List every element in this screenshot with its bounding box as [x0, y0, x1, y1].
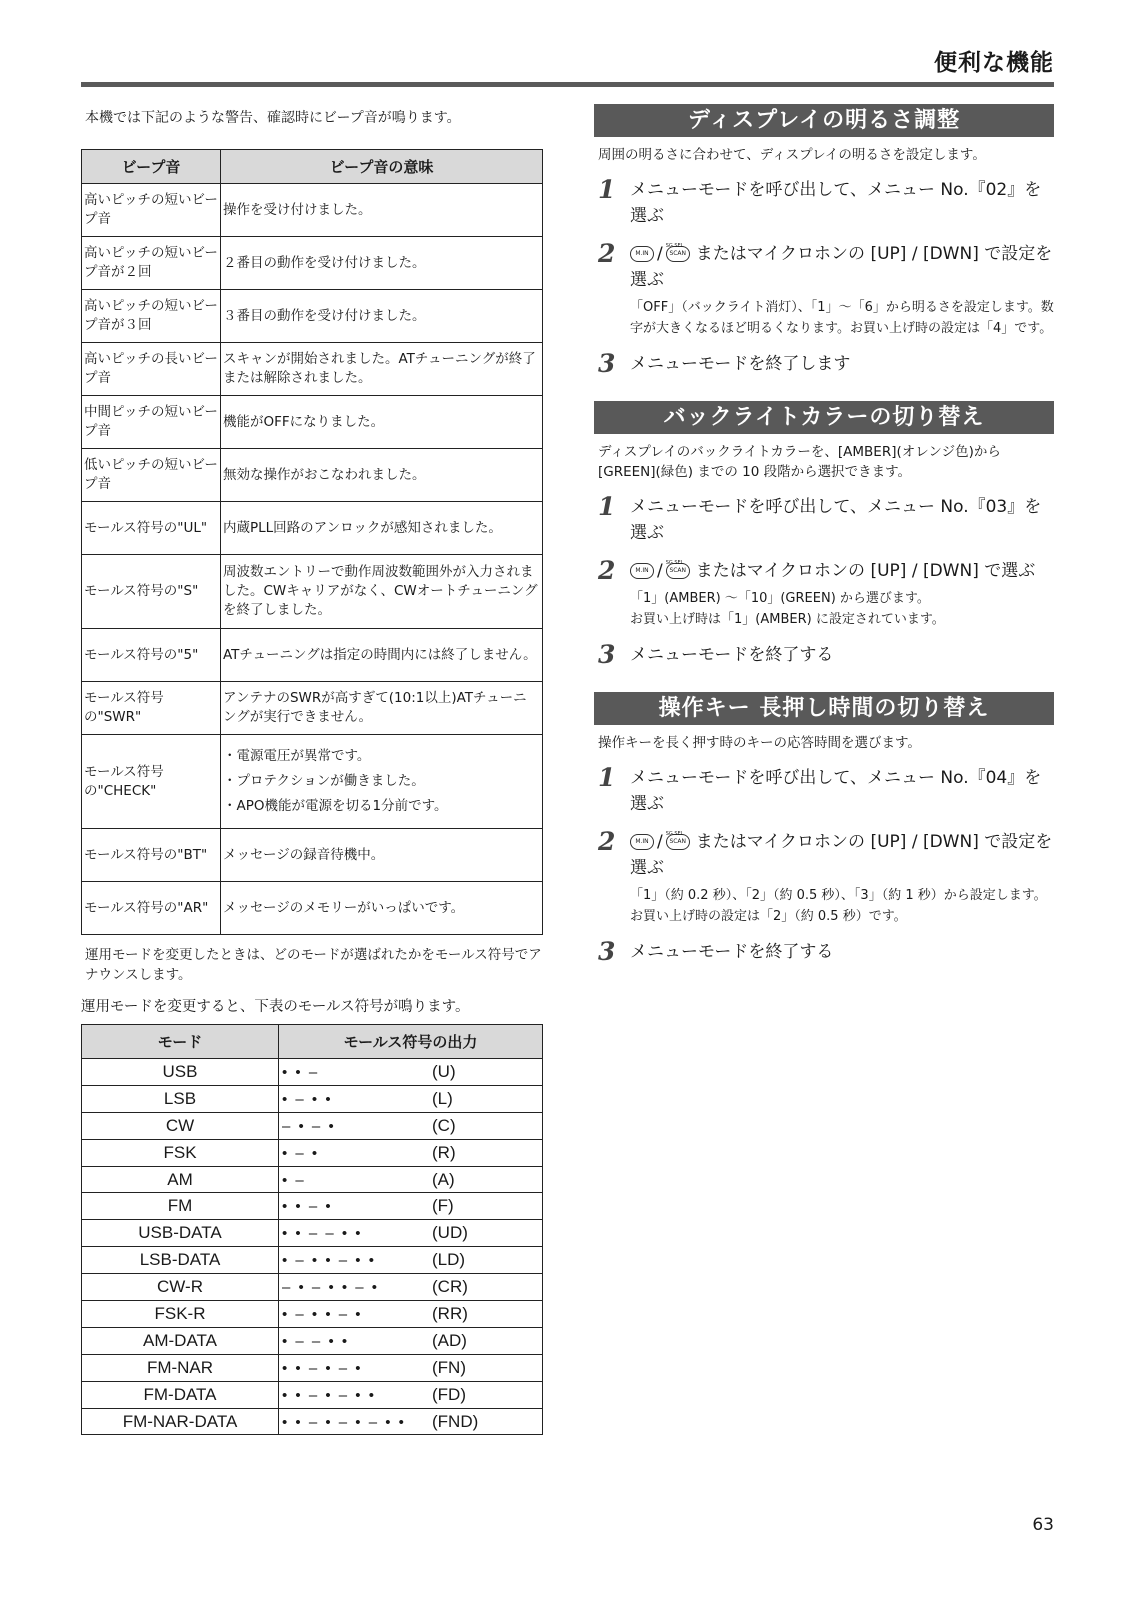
step-number: 1 [598, 492, 616, 521]
morse-letters: (CR) [432, 1277, 468, 1297]
mode-cell: USB [82, 1059, 279, 1086]
m-in-button-icon: M.IN [630, 563, 654, 579]
morse-symbols: • – • • – • [282, 1305, 363, 1323]
morse-table-header: モード [82, 1025, 279, 1059]
scan-button-group [666, 829, 692, 855]
morse-output-cell [279, 1274, 543, 1301]
morse-symbols: • – • • [282, 1090, 333, 1108]
mode-cell: FM-NAR-DATA [82, 1408, 279, 1435]
table-row [82, 184, 543, 237]
beep-meaning-cell: 内蔵PLL回路のアンロックが感知されました。 [221, 502, 543, 555]
header-rule [81, 82, 1054, 87]
morse-output-cell [279, 1247, 543, 1274]
morse-output-cell [279, 1139, 543, 1166]
beep-table [81, 149, 543, 935]
morse-letters: (FD) [432, 1384, 466, 1404]
table-row [82, 829, 543, 882]
beep-type-cell: 高いピッチの短いビープ音が３回 [82, 290, 221, 343]
morse-output-cell [279, 1220, 543, 1247]
mode-cell: FM-DATA [82, 1381, 279, 1408]
mode-cell: FM [82, 1193, 279, 1220]
morse-output-cell [279, 1112, 543, 1139]
beep-meaning-cell: 無効な操作がおこなわれました。 [221, 449, 543, 502]
table-row [82, 1166, 543, 1193]
morse-symbols: • • – • – • • [282, 1386, 376, 1404]
step [594, 829, 1054, 927]
step-number: 2 [598, 827, 616, 856]
section-description: 周囲の明るさに合わせて、ディスプレイの明るさを設定します。 [598, 147, 986, 163]
step [594, 351, 1054, 377]
morse-output-cell [279, 1354, 543, 1381]
step [594, 939, 1054, 965]
morse-letters: (L) [432, 1088, 453, 1108]
scan-button-icon: SCAN [666, 246, 690, 262]
morse-symbols: • – [282, 1171, 306, 1189]
morse-symbols: • • – • [282, 1198, 333, 1216]
sg-sel-label: SG.SEL [665, 560, 684, 566]
step-text: メニューモードを終了します [630, 354, 851, 374]
morse-symbols: • • – • – • [282, 1359, 363, 1377]
morse-output-cell [279, 1381, 543, 1408]
section [594, 104, 1054, 377]
beep-meaning-cell: メッセージの録音待機中。 [221, 829, 543, 882]
morse-output-cell [279, 1059, 543, 1086]
step-text [630, 241, 1054, 293]
beep-type-cell: モールス符号の"AR" [82, 882, 221, 935]
morse-symbols: • • – • – • – • • [282, 1413, 406, 1431]
beep-type-cell: モールス符号の"5" [82, 629, 221, 682]
step-instruction: またはマイクロホンの [UP] / [DWN] で選ぶ [695, 561, 1036, 581]
step [594, 494, 1054, 546]
beep-type-cell: モールス符号の"S" [82, 555, 221, 629]
table-row [82, 682, 543, 735]
scan-button-group [666, 558, 692, 584]
table-row [82, 1274, 543, 1301]
morse-table-header: モールス符号の出力 [279, 1025, 543, 1059]
beep-type-cell: モールス符号の"CHECK" [82, 735, 221, 829]
beep-type-cell: モールス符号の"SWR" [82, 682, 221, 735]
table-row [82, 1112, 543, 1139]
table-row [82, 343, 543, 396]
slash-separator: / [657, 832, 663, 852]
beep-meaning-cell: 機能がOFFになりました。 [221, 396, 543, 449]
section [594, 692, 1054, 965]
beep-meaning-cell: ・電源電圧が異常です。 ・プロテクションが働きました。 ・APO機能が電源を切る1分前です。 [221, 735, 543, 829]
beep-type-cell: 中間ピッチの短いビープ音 [82, 396, 221, 449]
page-header-title: 便利な機能 [934, 50, 1054, 76]
morse-output-cell [279, 1408, 543, 1435]
mode-cell: CW [82, 1112, 279, 1139]
table-row [82, 1327, 543, 1354]
section-description: ディスプレイのバックライトカラーを、[AMBER](オレンジ色)から [GREEN](緑色) までの 10 段階から選択できます。 [598, 444, 1001, 480]
step [594, 177, 1054, 229]
morse-output-cell [279, 1085, 543, 1112]
section-description: 操作キーを長く押す時のキーの応答時間を選びます。 [598, 735, 921, 751]
table-row [82, 1139, 543, 1166]
step-note: 「1」（約 0.2 秒）、「2」（約 0.5 秒）、「3」（約 1 秒）から設定します。お買い上げ時の設定は「2」（約 0.5 秒）です。 [630, 888, 1047, 924]
morse-symbols: • • – [282, 1063, 320, 1081]
slash-separator: / [657, 244, 663, 264]
step-text [630, 829, 1054, 881]
step-number: 3 [598, 640, 616, 669]
mode-cell: AM-DATA [82, 1327, 279, 1354]
step-text: メニューモードを終了する [630, 645, 834, 665]
morse-symbols: • – – • • [282, 1332, 350, 1350]
morse-letters: (UD) [432, 1223, 468, 1243]
mode-cell: LSB [82, 1085, 279, 1112]
table-row [82, 237, 543, 290]
table-row [82, 735, 543, 829]
step-number: 3 [598, 937, 616, 966]
table-row [82, 502, 543, 555]
mode-cell: FSK-R [82, 1301, 279, 1328]
table-row [82, 1301, 543, 1328]
mode-cell: CW-R [82, 1274, 279, 1301]
beep-meaning-cell: ３番目の動作を受け付けました。 [221, 290, 543, 343]
table-row [82, 1059, 543, 1086]
beep-meaning-cell: スキャンが開始されました。ATチューニングが終了または解除されました。 [221, 343, 543, 396]
step-note: 「1」(AMBER) ～「10」(GREEN) から選びます。 お買い上げ時は「1」(AMBER) に設定されています。 [630, 591, 945, 627]
morse-letters: (RR) [432, 1303, 468, 1323]
morse-letters: (FND) [432, 1411, 479, 1431]
beep-table-header: ビープ音の意味 [221, 150, 543, 184]
slash-separator: / [657, 561, 663, 581]
morse-output-cell [279, 1301, 543, 1328]
mode-cell: USB-DATA [82, 1220, 279, 1247]
beep-meaning-cell: アンテナのSWRが高すぎて(10:1以上)ATチューニングが実行できません。 [221, 682, 543, 735]
morse-symbols: • – • • – • • [282, 1252, 376, 1270]
morse-intro-text: 運用モードを変更したときは、どのモードが選ばれたかをモールス符号でアナウンスします。 [85, 947, 542, 983]
morse-table [81, 1024, 543, 1435]
beep-table-header: ビープ音 [82, 150, 221, 184]
table-row [82, 1085, 543, 1112]
morse-symbols: – • – • • – • [282, 1279, 380, 1297]
beep-type-cell: モールス符号の"BT" [82, 829, 221, 882]
table-row [82, 290, 543, 343]
table-row [82, 1408, 543, 1435]
morse-letters: (F) [432, 1196, 454, 1216]
section-title: バックライトカラーの切り替え [594, 401, 1054, 434]
m-in-button-icon: M.IN [630, 246, 654, 262]
morse-letters: (A) [432, 1169, 455, 1189]
beep-type-cell: 高いピッチの長いビープ音 [82, 343, 221, 396]
scan-button-group [666, 241, 692, 267]
step-number: 1 [598, 763, 616, 792]
step-instruction: またはマイクロホンの [UP] / [DWN] で設定を選ぶ [630, 832, 1053, 878]
beep-meaning-cell: 操作を受け付けました。 [221, 184, 543, 237]
morse-letters: (C) [432, 1115, 456, 1135]
step [594, 765, 1054, 817]
left-column [81, 104, 543, 1435]
morse-letters: (FN) [432, 1357, 466, 1377]
morse-output-cell [279, 1166, 543, 1193]
morse-letters: (AD) [432, 1330, 467, 1350]
step-text: メニューモードを呼び出して、メニュー No.『02』を選ぶ [630, 180, 1042, 226]
beep-type-cell: 高いピッチの短いビープ音が２回 [82, 237, 221, 290]
step [594, 241, 1054, 339]
step-text [630, 558, 1054, 584]
step-number: 2 [598, 239, 616, 268]
page-number: 63 [1032, 1515, 1054, 1535]
morse-letters: (R) [432, 1142, 456, 1162]
mode-cell: LSB-DATA [82, 1247, 279, 1274]
morse-symbols: – • – • [282, 1117, 336, 1135]
beep-meaning-cell: ATチューニングは指定の時間内には終了しません。 [221, 629, 543, 682]
table-row [82, 882, 543, 935]
scan-button-icon: SCAN [666, 834, 690, 850]
step [594, 642, 1054, 668]
scan-button-icon: SCAN [666, 563, 690, 579]
beep-meaning-cell: 周波数エントリーで動作周波数範囲外が入力されました。CWキャリアがなく、CWオートチューニングを終了しました。 [221, 555, 543, 629]
beep-meaning-cell: ２番目の動作を受け付けました。 [221, 237, 543, 290]
mode-cell: FM-NAR [82, 1354, 279, 1381]
morse-output-cell [279, 1193, 543, 1220]
morse-letters: (LD) [432, 1250, 466, 1270]
table-row [82, 1193, 543, 1220]
step-note: 「OFF」（バックライト消灯）、「1」～「6」から明るさを設定します。数字が大きくなるほど明るくなります。お買い上げ時の設定は「4」です。 [630, 300, 1054, 336]
right-column [594, 104, 1054, 965]
intro-text: 本機では下記のような警告、確認時にビープ音が鳴ります。 [85, 110, 461, 126]
morse-table-caption: 運用モードを変更すると、下表のモールス符号が鳴ります。 [81, 999, 470, 1015]
morse-output-cell [279, 1327, 543, 1354]
beep-meaning-cell: メッセージのメモリーがいっぱいです。 [221, 882, 543, 935]
step-number: 3 [598, 349, 616, 378]
table-row [82, 396, 543, 449]
section-title: 操作キー 長押し時間の切り替え [594, 692, 1054, 725]
mode-cell: FSK [82, 1139, 279, 1166]
table-row [82, 555, 543, 629]
step-instruction: またはマイクロホンの [UP] / [DWN] で設定を選ぶ [630, 244, 1053, 290]
beep-type-cell: 低いピッチの短いビープ音 [82, 449, 221, 502]
table-row [82, 1220, 543, 1247]
table-row [82, 1381, 543, 1408]
step-text: メニューモードを呼び出して、メニュー No.『04』を選ぶ [630, 768, 1042, 814]
step-text: メニューモードを終了する [630, 942, 834, 962]
m-in-button-icon: M.IN [630, 834, 654, 850]
table-row [82, 629, 543, 682]
section-title: ディスプレイの明るさ調整 [594, 104, 1054, 137]
beep-type-cell: 高いピッチの短いビープ音 [82, 184, 221, 237]
sg-sel-label: SG.SEL [665, 831, 684, 837]
step [594, 558, 1054, 630]
table-row [82, 449, 543, 502]
beep-type-cell: モールス符号の"UL" [82, 502, 221, 555]
step-number: 2 [598, 556, 616, 585]
step-number: 1 [598, 175, 616, 204]
morse-symbols: • – • [282, 1144, 320, 1162]
morse-symbols: • • – – • • [282, 1225, 363, 1243]
table-row [82, 1354, 543, 1381]
table-row [82, 1247, 543, 1274]
mode-cell: AM [82, 1166, 279, 1193]
section [594, 401, 1054, 668]
sg-sel-label: SG.SEL [665, 243, 684, 249]
step-text: メニューモードを呼び出して、メニュー No.『03』を選ぶ [630, 497, 1042, 543]
morse-letters: (U) [432, 1061, 456, 1081]
